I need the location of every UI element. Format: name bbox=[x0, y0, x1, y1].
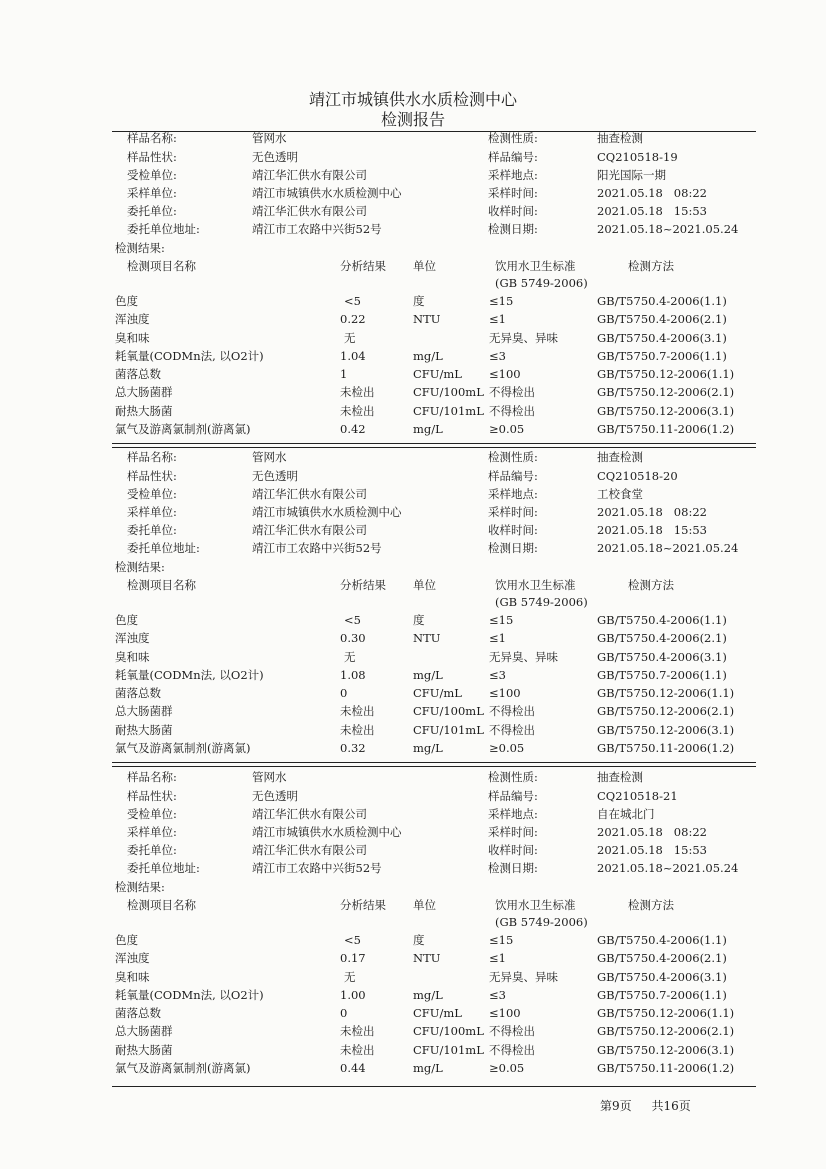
header-item: 检测项目名称 bbox=[127, 259, 196, 273]
page-footer bbox=[600, 1097, 707, 1114]
bottom-rule bbox=[112, 1086, 756, 1087]
item-name: 菌落总数 bbox=[115, 686, 161, 700]
item-standard: 不得检出 bbox=[489, 723, 535, 737]
item-result: 1.00 bbox=[340, 988, 366, 1002]
label-test-date: 检测日期: bbox=[488, 222, 538, 236]
item-standard: ≤1 bbox=[489, 312, 506, 326]
item-method: GB/T5750.4-2006(1.1) bbox=[597, 294, 727, 308]
item-standard: 不得检出 bbox=[489, 704, 535, 718]
label-client-address: 委托单位地址: bbox=[127, 541, 200, 555]
item-method: GB/T5750.4-2006(1.1) bbox=[597, 613, 727, 627]
item-method: GB/T5750.4-2006(1.1) bbox=[597, 933, 727, 947]
item-unit: 度 bbox=[413, 933, 425, 947]
item-method: GB/T5750.4-2006(2.1) bbox=[597, 312, 727, 326]
item-standard: ≥0.05 bbox=[489, 422, 525, 436]
item-standard: ≤15 bbox=[489, 613, 514, 627]
receipt-time: 2021.05.18 15:53 bbox=[597, 204, 707, 218]
item-standard: 无异臭、异味 bbox=[489, 331, 558, 345]
header-standard: 饮用水卫生标准 bbox=[495, 259, 576, 273]
label-sampling-unit: 采样单位: bbox=[127, 186, 177, 200]
item-result: <5 bbox=[344, 613, 361, 627]
item-result: 0.44 bbox=[340, 1061, 366, 1075]
header-method: 检测方法 bbox=[628, 578, 674, 592]
page-total: 共16页 bbox=[651, 1099, 691, 1113]
item-result: 0.30 bbox=[340, 631, 366, 645]
item-unit: mg/L bbox=[413, 668, 443, 682]
header-item: 检测项目名称 bbox=[127, 578, 196, 592]
item-unit: CFU/100mL bbox=[413, 385, 484, 399]
label-sampling-time: 采样时间: bbox=[488, 186, 538, 200]
item-method: GB/T5750.7-2006(1.1) bbox=[597, 988, 727, 1002]
sample-no: CQ210518-19 bbox=[597, 150, 678, 164]
item-name: 氯气及游离氯制剂(游离氯) bbox=[115, 741, 251, 755]
item-result: 1.08 bbox=[340, 668, 366, 682]
item-name: 菌落总数 bbox=[115, 367, 161, 381]
client-address: 靖江市工农路中兴街52号 bbox=[252, 222, 382, 236]
sample-section bbox=[0, 319, 826, 755]
item-name: 色度 bbox=[115, 933, 138, 947]
item-result: 无 bbox=[344, 331, 356, 345]
header-standard-sub: (GB 5749-2006) bbox=[495, 276, 588, 290]
label-sampling-site: 采样地点: bbox=[488, 807, 538, 821]
item-unit: NTU bbox=[413, 951, 441, 965]
label-test-date: 检测日期: bbox=[488, 861, 538, 875]
item-standard: ≤3 bbox=[489, 349, 506, 363]
item-method: GB/T5750.11-2006(1.2) bbox=[597, 1061, 735, 1075]
sampling-time: 2021.05.18 08:22 bbox=[597, 505, 707, 519]
item-method: GB/T5750.4-2006(3.1) bbox=[597, 970, 727, 984]
item-method: GB/T5750.12-2006(2.1) bbox=[597, 704, 735, 718]
sample-state: 无色透明 bbox=[252, 150, 298, 164]
label-sample-name: 样品名称: bbox=[127, 131, 177, 145]
sampling-site: 自在城北门 bbox=[597, 807, 655, 821]
item-standard: ≥0.05 bbox=[489, 741, 525, 755]
item-method: GB/T5750.4-2006(2.1) bbox=[597, 631, 727, 645]
item-unit: mg/L bbox=[413, 741, 443, 755]
item-name: 耐热大肠菌 bbox=[115, 723, 173, 737]
sample-name: 管网水 bbox=[252, 770, 287, 784]
header-unit: 单位 bbox=[413, 259, 436, 273]
item-unit: CFU/101mL bbox=[413, 1043, 484, 1057]
header-result: 分析结果 bbox=[340, 898, 386, 912]
item-method: GB/T5750.11-2006(1.2) bbox=[597, 422, 735, 436]
client-unit: 靖江华汇供水有限公司 bbox=[252, 523, 367, 537]
client-address: 靖江市工农路中兴街52号 bbox=[252, 861, 382, 875]
item-result: 无 bbox=[344, 650, 356, 664]
test-date: 2021.05.18~2021.05.24 bbox=[597, 541, 739, 555]
test-date: 2021.05.18~2021.05.24 bbox=[597, 222, 739, 236]
label-sample-name: 样品名称: bbox=[127, 770, 177, 784]
item-name: 色度 bbox=[115, 613, 138, 627]
item-unit: CFU/mL bbox=[413, 367, 462, 381]
label-receipt-time: 收样时间: bbox=[488, 523, 538, 537]
item-standard: 不得检出 bbox=[489, 404, 535, 418]
item-result: 0.32 bbox=[340, 741, 366, 755]
item-unit: 度 bbox=[413, 613, 425, 627]
item-name: 氯气及游离氯制剂(游离氯) bbox=[115, 422, 251, 436]
item-method: GB/T5750.7-2006(1.1) bbox=[597, 349, 727, 363]
label-sampling-unit: 采样单位: bbox=[127, 825, 177, 839]
label-sampling-unit: 采样单位: bbox=[127, 505, 177, 519]
header-unit: 单位 bbox=[413, 898, 436, 912]
item-name: 总大肠菌群 bbox=[115, 385, 173, 399]
sample-section bbox=[0, 0, 826, 436]
header-standard-sub: (GB 5749-2006) bbox=[495, 595, 588, 609]
item-result: 未检出 bbox=[340, 704, 375, 718]
inspected-unit: 靖江华汇供水有限公司 bbox=[252, 168, 367, 182]
item-standard: 不得检出 bbox=[489, 385, 535, 399]
item-unit: mg/L bbox=[413, 422, 443, 436]
item-result: 0 bbox=[340, 686, 348, 700]
label-sampling-site: 采样地点: bbox=[488, 168, 538, 182]
report-subtitle: 检测报告 bbox=[380, 110, 445, 129]
item-unit: CFU/100mL bbox=[413, 1024, 484, 1038]
label-sampling-time: 采样时间: bbox=[488, 505, 538, 519]
results-label: 检测结果: bbox=[115, 241, 165, 255]
item-result: 1 bbox=[340, 367, 348, 381]
sample-no: CQ210518-20 bbox=[597, 469, 678, 483]
item-standard: ≤3 bbox=[489, 668, 506, 682]
inspected-unit: 靖江华汇供水有限公司 bbox=[252, 807, 367, 821]
item-result: <5 bbox=[344, 294, 361, 308]
label-sample-no: 样品编号: bbox=[488, 150, 538, 164]
sampling-time: 2021.05.18 08:22 bbox=[597, 186, 707, 200]
sample-section bbox=[0, 639, 826, 1075]
item-method: GB/T5750.12-2006(3.1) bbox=[597, 723, 735, 737]
label-receipt-time: 收样时间: bbox=[488, 843, 538, 857]
item-name: 耗氧量(CODMn法, 以O2计) bbox=[115, 668, 264, 682]
label-sampling-time: 采样时间: bbox=[488, 825, 538, 839]
item-name: 色度 bbox=[115, 294, 138, 308]
item-standard: 无异臭、异味 bbox=[489, 970, 558, 984]
sample-state: 无色透明 bbox=[252, 469, 298, 483]
label-client-unit: 委托单位: bbox=[127, 843, 177, 857]
item-unit: mg/L bbox=[413, 988, 443, 1002]
item-standard: ≤3 bbox=[489, 988, 506, 1002]
item-name: 耐热大肠菌 bbox=[115, 404, 173, 418]
test-nature: 抽查检测 bbox=[597, 131, 643, 145]
item-result: <5 bbox=[344, 933, 361, 947]
item-method: GB/T5750.12-2006(1.1) bbox=[597, 686, 735, 700]
item-standard: 不得检出 bbox=[489, 1043, 535, 1057]
header-standard: 饮用水卫生标准 bbox=[495, 578, 576, 592]
header-standard: 饮用水卫生标准 bbox=[495, 898, 576, 912]
label-sample-no: 样品编号: bbox=[488, 469, 538, 483]
header-method: 检测方法 bbox=[628, 259, 674, 273]
item-result: 0.22 bbox=[340, 312, 366, 326]
client-unit: 靖江华汇供水有限公司 bbox=[252, 204, 367, 218]
item-name: 总大肠菌群 bbox=[115, 704, 173, 718]
item-name: 浑浊度 bbox=[115, 951, 150, 965]
header-method: 检测方法 bbox=[628, 898, 674, 912]
item-standard: ≤15 bbox=[489, 933, 514, 947]
inspected-unit: 靖江华汇供水有限公司 bbox=[252, 487, 367, 501]
item-result: 未检出 bbox=[340, 1043, 375, 1057]
client-address: 靖江市工农路中兴街52号 bbox=[252, 541, 382, 555]
page-number: 第9页 bbox=[600, 1099, 632, 1113]
item-standard: ≤1 bbox=[489, 951, 506, 965]
label-sample-name: 样品名称: bbox=[127, 450, 177, 464]
label-inspected-unit: 受检单位: bbox=[127, 807, 177, 821]
results-label: 检测结果: bbox=[115, 880, 165, 894]
sampling-site: 阳光国际一期 bbox=[597, 168, 666, 182]
label-inspected-unit: 受检单位: bbox=[127, 487, 177, 501]
header-result: 分析结果 bbox=[340, 578, 386, 592]
item-result: 未检出 bbox=[340, 385, 375, 399]
item-name: 浑浊度 bbox=[115, 631, 150, 645]
header-result: 分析结果 bbox=[340, 259, 386, 273]
item-unit: NTU bbox=[413, 631, 441, 645]
item-method: GB/T5750.4-2006(3.1) bbox=[597, 650, 727, 664]
label-sampling-site: 采样地点: bbox=[488, 487, 538, 501]
label-sample-state: 样品性状: bbox=[127, 150, 177, 164]
item-method: GB/T5750.12-2006(3.1) bbox=[597, 1043, 735, 1057]
sample-name: 管网水 bbox=[252, 131, 287, 145]
sampling-unit: 靖江市城镇供水水质检测中心 bbox=[252, 186, 402, 200]
item-unit: CFU/mL bbox=[413, 686, 462, 700]
header-unit: 单位 bbox=[413, 578, 436, 592]
item-name: 臭和味 bbox=[115, 970, 150, 984]
item-name: 总大肠菌群 bbox=[115, 1024, 173, 1038]
label-receipt-time: 收样时间: bbox=[488, 204, 538, 218]
item-standard: ≤15 bbox=[489, 294, 514, 308]
label-test-date: 检测日期: bbox=[488, 541, 538, 555]
item-standard: ≤100 bbox=[489, 686, 521, 700]
sampling-site: 工校食堂 bbox=[597, 487, 643, 501]
receipt-time: 2021.05.18 15:53 bbox=[597, 843, 707, 857]
item-unit: CFU/101mL bbox=[413, 723, 484, 737]
item-standard: 无异臭、异味 bbox=[489, 650, 558, 664]
sample-state: 无色透明 bbox=[252, 789, 298, 803]
sampling-time: 2021.05.18 08:22 bbox=[597, 825, 707, 839]
label-sample-no: 样品编号: bbox=[488, 789, 538, 803]
item-standard: ≤100 bbox=[489, 1006, 521, 1020]
item-result: 0.17 bbox=[340, 951, 366, 965]
label-client-unit: 委托单位: bbox=[127, 204, 177, 218]
test-nature: 抽查检测 bbox=[597, 450, 643, 464]
item-result: 1.04 bbox=[340, 349, 366, 363]
sampling-unit: 靖江市城镇供水水质检测中心 bbox=[252, 825, 402, 839]
item-method: GB/T5750.12-2006(2.1) bbox=[597, 385, 735, 399]
label-client-address: 委托单位地址: bbox=[127, 861, 200, 875]
label-inspected-unit: 受检单位: bbox=[127, 168, 177, 182]
label-sample-state: 样品性状: bbox=[127, 469, 177, 483]
report-title: 靖江市城镇供水水质检测中心 bbox=[308, 90, 517, 109]
item-result: 0.42 bbox=[340, 422, 366, 436]
receipt-time: 2021.05.18 15:53 bbox=[597, 523, 707, 537]
item-name: 耗氧量(CODMn法, 以O2计) bbox=[115, 349, 264, 363]
item-unit: CFU/100mL bbox=[413, 704, 484, 718]
item-result: 0 bbox=[340, 1006, 348, 1020]
item-unit: CFU/101mL bbox=[413, 404, 484, 418]
item-method: GB/T5750.12-2006(1.1) bbox=[597, 1006, 735, 1020]
sample-no: CQ210518-21 bbox=[597, 789, 678, 803]
label-client-address: 委托单位地址: bbox=[127, 222, 200, 236]
item-standard: ≤1 bbox=[489, 631, 506, 645]
item-method: GB/T5750.12-2006(3.1) bbox=[597, 404, 735, 418]
header-item: 检测项目名称 bbox=[127, 898, 196, 912]
item-name: 氯气及游离氯制剂(游离氯) bbox=[115, 1061, 251, 1075]
header-standard-sub: (GB 5749-2006) bbox=[495, 915, 588, 929]
item-method: GB/T5750.11-2006(1.2) bbox=[597, 741, 735, 755]
item-name: 浑浊度 bbox=[115, 312, 150, 326]
item-method: GB/T5750.7-2006(1.1) bbox=[597, 668, 727, 682]
test-date: 2021.05.18~2021.05.24 bbox=[597, 861, 739, 875]
item-unit: CFU/mL bbox=[413, 1006, 462, 1020]
item-name: 耐热大肠菌 bbox=[115, 1043, 173, 1057]
item-result: 无 bbox=[344, 970, 356, 984]
item-method: GB/T5750.4-2006(3.1) bbox=[597, 331, 727, 345]
item-method: GB/T5750.12-2006(1.1) bbox=[597, 367, 735, 381]
item-unit: mg/L bbox=[413, 349, 443, 363]
label-test-nature: 检测性质: bbox=[488, 131, 538, 145]
item-result: 未检出 bbox=[340, 723, 375, 737]
sampling-unit: 靖江市城镇供水水质检测中心 bbox=[252, 505, 402, 519]
item-result: 未检出 bbox=[340, 1024, 375, 1038]
item-unit: NTU bbox=[413, 312, 441, 326]
client-unit: 靖江华汇供水有限公司 bbox=[252, 843, 367, 857]
item-unit: mg/L bbox=[413, 1061, 443, 1075]
item-method: GB/T5750.12-2006(2.1) bbox=[597, 1024, 735, 1038]
item-name: 菌落总数 bbox=[115, 1006, 161, 1020]
label-sample-state: 样品性状: bbox=[127, 789, 177, 803]
test-nature: 抽查检测 bbox=[597, 770, 643, 784]
item-method: GB/T5750.4-2006(2.1) bbox=[597, 951, 727, 965]
label-test-nature: 检测性质: bbox=[488, 450, 538, 464]
item-unit: 度 bbox=[413, 294, 425, 308]
label-test-nature: 检测性质: bbox=[488, 770, 538, 784]
label-client-unit: 委托单位: bbox=[127, 523, 177, 537]
item-name: 臭和味 bbox=[115, 331, 150, 345]
item-name: 耗氧量(CODMn法, 以O2计) bbox=[115, 988, 264, 1002]
item-standard: ≤100 bbox=[489, 367, 521, 381]
item-result: 未检出 bbox=[340, 404, 375, 418]
sample-name: 管网水 bbox=[252, 450, 287, 464]
item-name: 臭和味 bbox=[115, 650, 150, 664]
item-standard: 不得检出 bbox=[489, 1024, 535, 1038]
item-standard: ≥0.05 bbox=[489, 1061, 525, 1075]
results-label: 检测结果: bbox=[115, 560, 165, 574]
